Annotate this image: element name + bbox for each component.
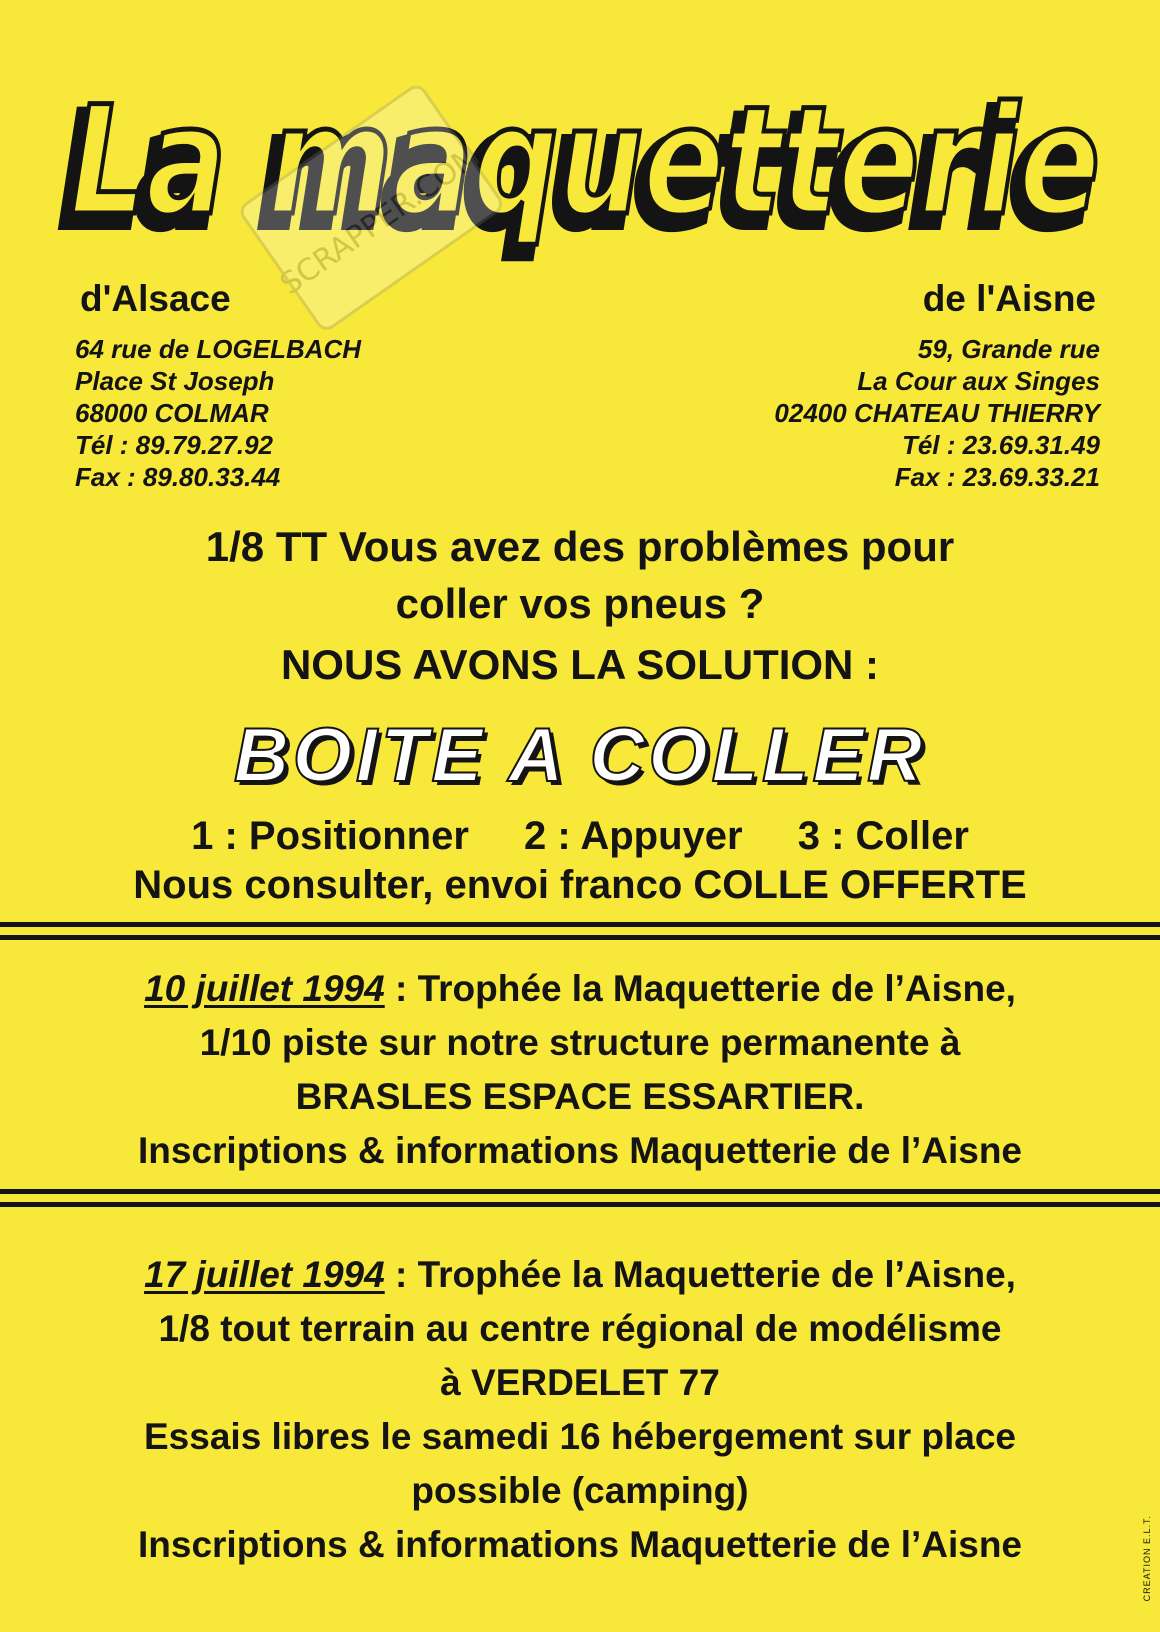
credit-text: CREATION E.L.T. bbox=[1142, 1515, 1152, 1602]
address-line: 68000 COLMAR bbox=[75, 398, 269, 428]
steps bbox=[0, 812, 1160, 860]
address-line: 64 rue de LOGELBACH bbox=[75, 334, 362, 364]
shop-right-tel: Tél : 23.69.31.49 bbox=[901, 430, 1100, 460]
event-1-line-2: 1/10 piste sur notre structure permanente à bbox=[199, 1022, 961, 1063]
event-1-line-1 bbox=[0, 962, 1160, 1016]
address-line: 02400 CHATEAU THIERRY bbox=[774, 398, 1100, 428]
event-2-title: : Trophée la Maquetterie de l’Aisne, bbox=[395, 1254, 1016, 1295]
event-2-date: 17 juillet 1994 bbox=[144, 1254, 385, 1295]
step-2: 2 : Appuyer bbox=[524, 814, 743, 858]
event-1-line-4: Inscriptions & informations Maquetterie de l’Aisne bbox=[137, 1130, 1023, 1171]
shop-left-fax: Fax : 89.80.33.44 bbox=[75, 462, 281, 492]
shop-right-fax: Fax : 23.69.33.21 bbox=[894, 462, 1100, 492]
promo-line-1: 1/8 TT Vous avez des problèmes pour bbox=[205, 523, 955, 570]
address-line: La Cour aux Singes bbox=[857, 366, 1100, 396]
shop-right-name: de l'Aisne bbox=[922, 278, 1096, 319]
divider bbox=[0, 922, 1160, 927]
divider bbox=[0, 1189, 1160, 1194]
step-1: 1 : Positionner bbox=[191, 814, 469, 858]
event-2-line-6: Inscriptions & informations Maquetterie de l’Aisne bbox=[137, 1524, 1023, 1565]
shop-right-address bbox=[774, 333, 1100, 493]
shop-left-tel: Tél : 89.79.27.92 bbox=[75, 430, 274, 460]
shop-left-address bbox=[75, 333, 361, 493]
address-line: 59, Grande rue bbox=[917, 334, 1100, 364]
promo-line-3: NOUS AVONS LA SOLUTION : bbox=[280, 641, 880, 688]
product-title: BOITE A COLLER bbox=[233, 713, 927, 798]
event-2-line-4: Essais libres le samedi 16 hébergement sur place bbox=[144, 1416, 1016, 1457]
logo-shadow: La maquetterie bbox=[62, 85, 1092, 259]
consult-line: Nous consulter, envoi franco COLLE OFFERTE bbox=[133, 863, 1027, 907]
divider bbox=[0, 935, 1160, 940]
event-1-line-3: BRASLES ESPACE ESSARTIER. bbox=[295, 1076, 865, 1117]
event-2-line-1 bbox=[0, 1248, 1160, 1302]
event-1-date: 10 juillet 1994 bbox=[144, 968, 385, 1009]
event-2-line-3: à VERDELET 77 bbox=[440, 1362, 720, 1403]
event-2-line-5: possible (camping) bbox=[411, 1470, 749, 1511]
logo bbox=[40, 45, 1130, 285]
event-1-title: : Trophée la Maquetterie de l’Aisne, bbox=[395, 968, 1016, 1009]
shop-left-name: d'Alsace bbox=[80, 278, 231, 319]
promo-line-2: coller vos pneus ? bbox=[395, 580, 765, 627]
divider bbox=[0, 1202, 1160, 1207]
watermark-stamp bbox=[230, 70, 530, 370]
address-line: Place St Joseph bbox=[75, 366, 275, 396]
logo-text: La maquetterie bbox=[70, 75, 1100, 249]
watermark-text: SCRAPPER.COM bbox=[273, 138, 487, 303]
step-3: 3 : Coller bbox=[797, 814, 969, 858]
event-2-line-2: 1/8 tout terrain au centre régional de modélisme bbox=[158, 1308, 1002, 1349]
